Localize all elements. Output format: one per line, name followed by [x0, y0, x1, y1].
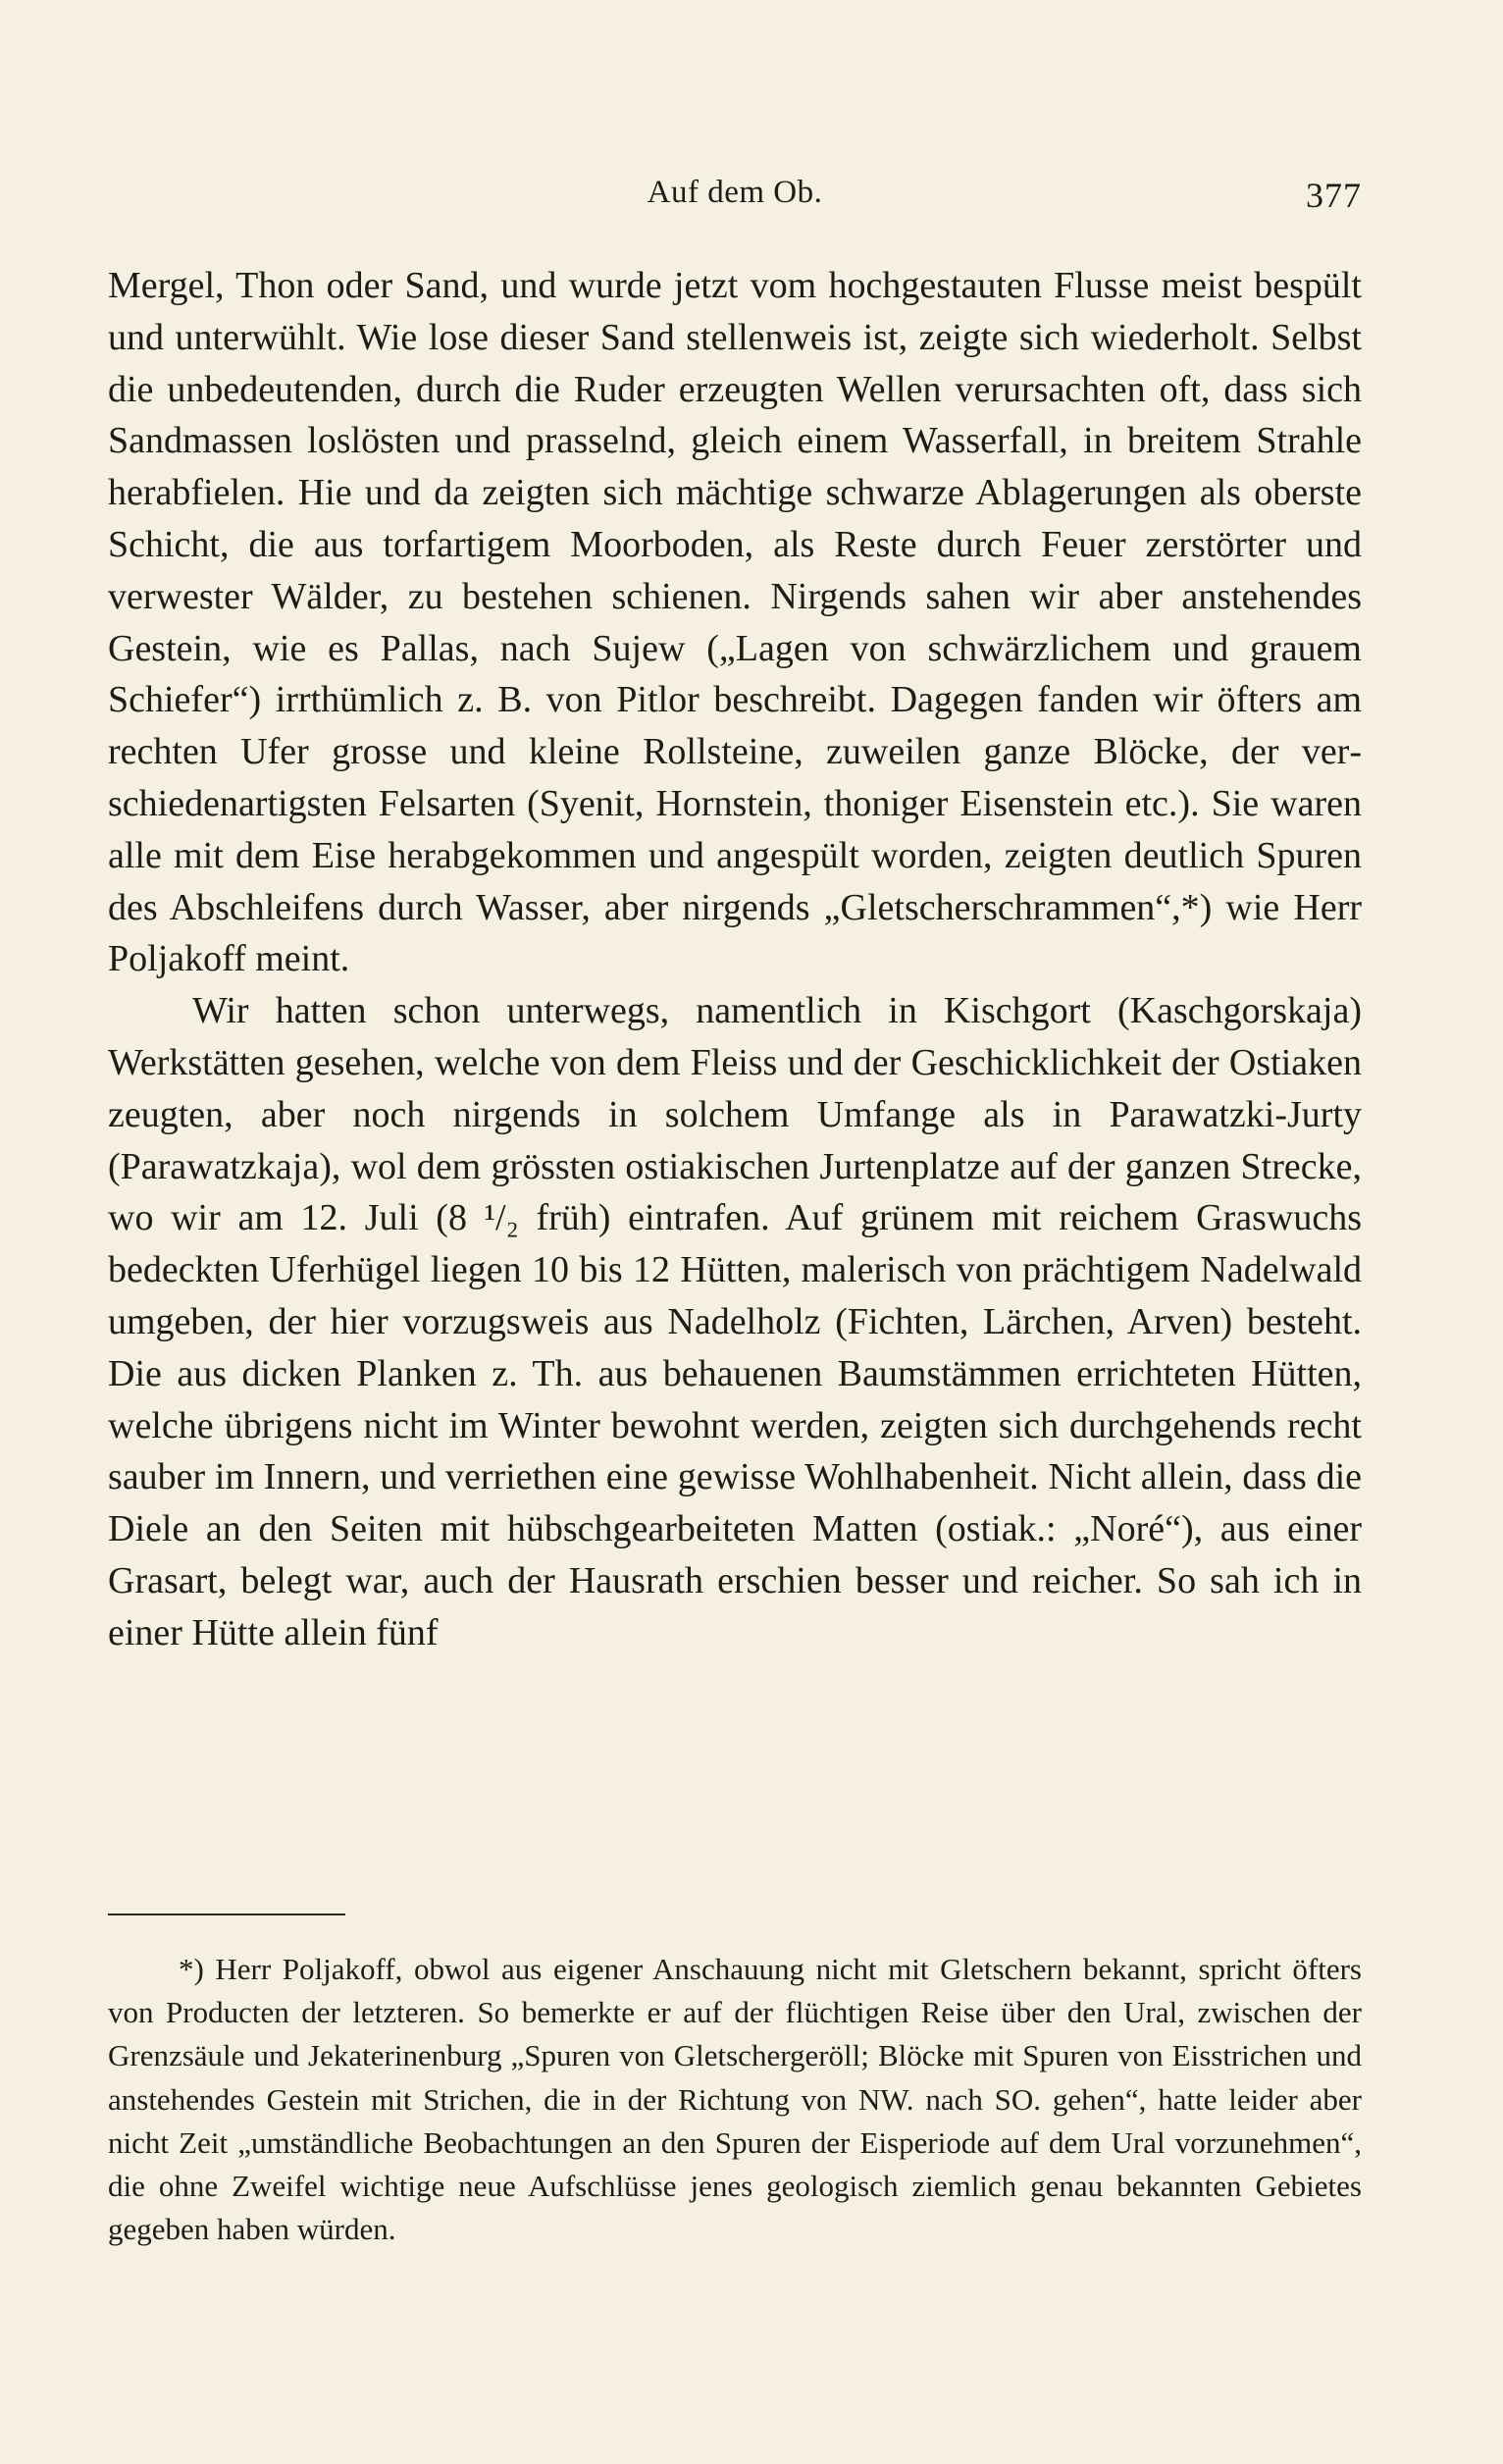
body-text [108, 260, 1362, 1659]
page-number: 377 [1306, 176, 1362, 215]
footnote-divider [108, 1914, 345, 1915]
paragraph: Wir hatten schon unterwegs, namentlich in Kischgort (Kaschgorskaja) Werkstätten gesehen, welche von dem Fleiss und der Geschicklichkeit der Ostiaken zeugten, aber noch nirgends in solchem Umfange als in Parawatzki-Jurty (Parawatzkaja), wol dem grössten ostiakischen Jurtenplatze auf der ganzen Strecke, wo wir am 12. Juli (8 ¹/₂ früh) eintrafen. Auf grünem mit reichem Graswuchs bedeckten Uferhügel liegen 10 bis 12 Hütten, malerisch von prächtigem Nadelwald umgeben, der hier vorzugsweis aus Nadelholz (Fichten, Lärchen, Arven) besteht. Die aus dicken Planken z. Th. aus behauenen Baumstämmen errichteten Hütten, welche übrigens nicht im Winter bewohnt werden, zeigten sich durchgehends recht sauber im Innern, und verriethen eine gewisse Wohlhabenheit. Nicht allein, dass die Diele an den Seiten mit hübschgearbeiteten Matten (ostiak.: „Noré“), aus einer Grasart, belegt war, auch der Hausrath erschien besser und reicher. So sah ich in einer Hütte allein fünf [108, 990, 1362, 1653]
running-title: Auf dem Ob. [647, 175, 823, 210]
paragraph: Mergel, Thon oder Sand, und wurde jetzt vom hochgestauten Flusse meist bespült und unterwühlt. Wie lose dieser Sand stellenweis ist, zeigte sich wiederholt. Selbst die unbedeutenden, durch die Ruder erzeugten Wellen verursachten oft, dass sich Sandmassen loslösten und prasselnd, gleich einem Wasserfall, in breitem Strahle herabfielen. Hie und da zeigten sich mächtige schwarze Ablagerungen als oberste Schicht, die aus torfartigem Moorboden, als Reste durch Feuer zerstörter und verwester Wälder, zu bestehen schienen. Nirgends sahen wir aber anstehendes Gestein, wie es Pallas, nach Sujew („Lagen von schwärzlichem und grauem Schiefer“) irrthümlich z. B. von Pitlor beschreibt. Dagegen fanden wir öfters am rechten Ufer grosse und kleine Rollsteine, zuweilen ganze Blöcke, der verschiedenartigsten Felsarten (Syenit, Hornstein, thoniger Eisenstein etc.). Sie waren alle mit dem Eise herabgekommen und angespült worden, zeigten deutlich Spuren des Abschleifens durch Wasser, aber nirgends „Gletscherschrammen“,*) wie Herr Poljakoff meint. [108, 265, 1362, 980]
page-header [108, 175, 1362, 224]
footnote-text: *) Herr Poljakoff, obwol aus eigener Anschauung nicht mit Gletschern bekannt, spricht öfters von Producten der letzteren. So bemerkte er auf der flüchtigen Reise über den Ural, zwischen der Grenzsäule und Jekaterinenburg „Spuren von Gletschergeröll; Blöcke mit Spuren von Eisstrichen und anstehendes Gestein mit Strichen, die in der Richtung von NW. nach SO. gehen“, hatte leider aber nicht Zeit „umständliche Beobachtungen an den Spuren der Eisperiode auf dem Ural vorzunehmen“, die ohne Zweifel wichtige neue Aufschlüsse jenes geologisch ziemlich genau bekannten Gebietes gegeben haben würden. [108, 1952, 1362, 2247]
footnote [108, 1948, 1362, 2251]
